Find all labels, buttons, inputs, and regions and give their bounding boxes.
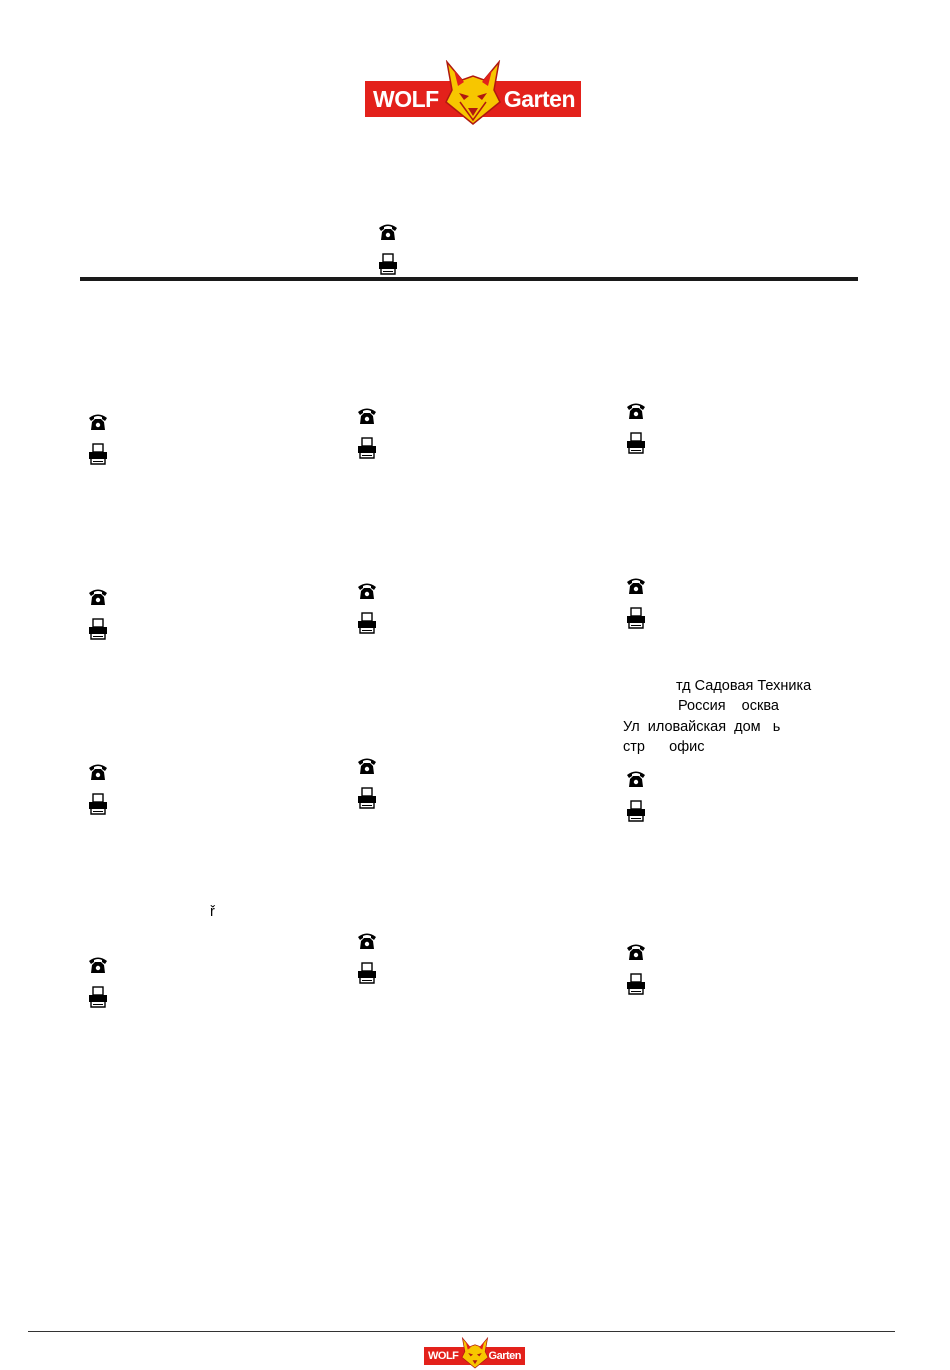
header-divider (80, 277, 858, 281)
fax-icon (356, 787, 378, 809)
fox-head-icon (442, 60, 504, 126)
telephone-icon (87, 953, 109, 975)
text-fragment: ř (210, 904, 215, 920)
russia-address-line-1: тд Садовая Техника (676, 678, 812, 694)
russia-address-line-2: Россия осква (678, 698, 779, 714)
fax-icon (87, 986, 109, 1008)
fax-icon (356, 612, 378, 634)
wolf-garten-footer-logo (424, 1347, 525, 1365)
telephone-icon (87, 585, 109, 607)
fax-icon (625, 973, 647, 995)
russia-address-line-4: стр офис (623, 739, 705, 755)
logo-garten-text: Garten (503, 85, 575, 112)
telephone-icon (356, 754, 378, 776)
logo-garten-text: Garten (488, 1350, 521, 1362)
telephone-icon (625, 940, 647, 962)
fax-icon (87, 618, 109, 640)
fax-icon (625, 432, 647, 454)
russia-address-line-3: Ул иловайская дом ь (623, 719, 781, 735)
footer-divider (28, 1331, 895, 1332)
telephone-icon (625, 399, 647, 421)
telephone-icon (87, 760, 109, 782)
telephone-icon (625, 574, 647, 596)
telephone-icon (377, 220, 399, 242)
telephone-icon (356, 404, 378, 426)
logo-wolf-text: WOLF (373, 85, 439, 112)
fax-icon (356, 962, 378, 984)
logo-wolf-text: WOLF (428, 1350, 459, 1362)
fax-icon (356, 437, 378, 459)
telephone-icon (356, 929, 378, 951)
telephone-icon (87, 410, 109, 432)
fax-icon (87, 443, 109, 465)
fax-icon (625, 800, 647, 822)
fax-icon (377, 253, 399, 275)
wolf-garten-logo (365, 81, 581, 117)
fax-icon (87, 793, 109, 815)
telephone-icon (625, 767, 647, 789)
fax-icon (625, 607, 647, 629)
telephone-icon (356, 579, 378, 601)
fox-head-icon (460, 1337, 490, 1369)
